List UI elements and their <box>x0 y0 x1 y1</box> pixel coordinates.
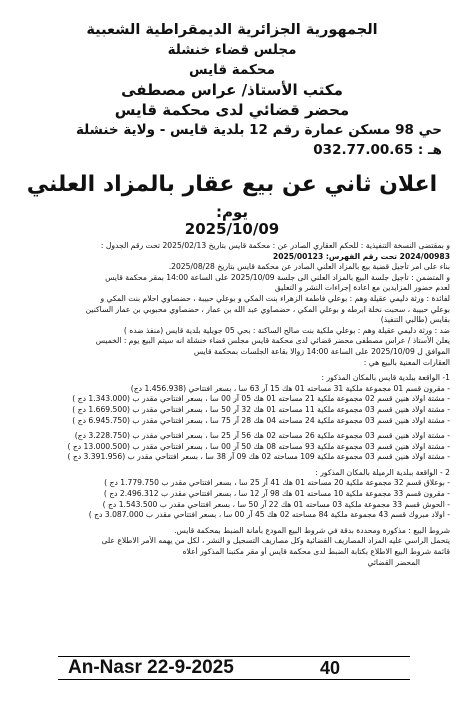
date-value: 2025/10/09 <box>184 220 280 238</box>
body-line: بناء على امر تأجيل قضية بيع بالمزاد العلني الصادر عن محكمة قايس بتاريخ 2025/08/28. <box>168 262 450 272</box>
body-line: الموافق ل 2025/10/09 على الساعة 14:00 زوالا بقاعة الجلسات بمحكمة قايس <box>193 346 450 356</box>
body-line: - مشتة اولاد هنين قسم 03 مجموعة ملكية 24 مساحته 04 هك 28 آر 75 سا ، بسعر افتتاحي مقدر ب (6.945.750 دج ) <box>72 415 450 425</box>
body-line: قائمة شروط البيع الاطلاع بكتابة الضبط لدى محكمة قايس أو مقر مكتبنا المذكور أعلاه <box>182 547 450 557</box>
body-line: 1- الواقعة ببلدية قايس بالمكان المذكور : <box>321 373 450 383</box>
notice-body <box>14 241 450 568</box>
body-line: - مشتة اولاد هنين قسم 03 مجموعة ملكية 11 مساحته 01 هك 32 آر 50 سا ، بسعر افتتاحي مقدر ب (1.669.500 دج ) <box>72 404 450 414</box>
office-address: حي 98 مسكن عمارة رقم 12 بلدية قايس - ولاية خنشلة <box>75 122 442 138</box>
body-line: - بوعلاق قسم 32 مجموعة ملكية 20 مساحته 01 هك 41 آر 25 سا ، بسعر افتتاحي مقدر ب 1.779.750 دج ) <box>104 478 450 488</box>
office-phone: هـ : 032.77.00.65 <box>313 142 442 158</box>
bailiff-title: محضر قضائي لدى محكمة قايس <box>114 101 350 119</box>
body-line: - مقرون قسم 01 مجموعة ملكية 31 مساحته 01 هك 15 آر 63 سا ، بسعر افتتاحي (1.456.938 دج) <box>130 383 450 393</box>
body-line: - مقرون قسم 33 مجموعة ملكية 10 مساحته 01 هك 98 آر 12 سا ، بسعر افتتاحي مقدر ب 2.496.312 دج ) <box>103 489 450 499</box>
body-line: و بمقتضى النسخة التنفيذية : للحكم العقاري الصادر عن : محكمة قايس بتاريخ 2025/02/13 تحت رقم الجدول : <box>100 241 450 250</box>
body-line: - مشتة اولاد هنين قسم 02 مجموعة ملكية 21 مساحته 01 هك 05 آر 00 سا ، بسعر افتتاحي مقدر ب (1.343.000 دج ) <box>72 394 450 404</box>
page-number: 40 <box>319 657 340 678</box>
notice-header <box>0 20 464 160</box>
court-name: محكمة قايس <box>189 62 275 78</box>
body-line: 2 - الواقعة ببلدية الرميلة بالمكان المذكور : <box>315 467 450 477</box>
body-line: بقايس (طالبي التنفيذ) <box>380 315 450 325</box>
court-council: مجلس قضاء خنشلة <box>167 42 297 58</box>
body-line: - مشتة اولاد هنين قسم 03 مجموعة ملكية 93 مساحته 08 هك 50 آر 00 سا ، بسعر افتتاحي مقدر ب (13.000.500 دج ) <box>67 441 450 451</box>
body-line: - اولاد مبروك قسم 43 مجموعة ملكية 84 مساحته 02 هك 45 آر 00 سا ، بسعر افتتاحي مقدر ب 3.087.000 دج ) <box>88 510 450 520</box>
notice-title: اعلان ثاني عن بيع عقار بالمزاد العلني <box>26 172 438 197</box>
office-name: مكتب الأستاذ/ عراس مصطفى <box>121 81 343 99</box>
body-line: لفائدة : ورثة دليمي عقيلة وهم : بوعلي فاطمة الزهراء بنت المكي و بوعلي حبيبة ، حضصاوي احلام بنت المكي و <box>100 293 450 303</box>
bailiff-signature: المحضر القضائي <box>367 557 420 567</box>
body-line: - الحوش قسم 33 مجموعة ملكية 03 مساحته 01 هك 22 آر 50 سا ، بسعر افتتاحي مقدر ب 1.543.500 دج ) <box>102 499 450 509</box>
newspaper-name: An-Nasr 22-9-2025 <box>68 657 234 678</box>
body-line: يعلن الأستاذ / عراس مصطفى محضر قضائي لدى محكمة قايس مجلس قضاء خنشلة انه سيتم البيع يوم : الخميس <box>95 336 450 346</box>
body-line: بوعلي حبيبة ، سحبت نخلة ابرطه و بوعلي المكي ، حضصاوي عبد الله بن عمار ، حضصاوي محبوبي بن عمار الساكنين <box>85 304 450 314</box>
body-line: العقارات المعنية بالبيع هي : <box>363 357 450 367</box>
republic-name: الجمهورية الجزائرية الديمقراطية الشعبية <box>86 22 378 38</box>
body-line: - مشتة اولاد هنين قسم 03 مجموعة ملكية 109 مساحته 02 هك 09 آر 38 سا ، بسعر افتتاحي مقدر ب (3.391.956 دج ) <box>67 452 450 462</box>
body-line: لعدم حضور المزايدين مع اعادة إجراءات النشر و التعليق <box>274 283 450 293</box>
body-line: و المتضمن : تأجيل جلسة البيع بالمزاد العلني الى جلسة 2025/10/09 على الساعة 14:00 بمقر محكمة قايس <box>105 272 450 282</box>
body-line: 2024/00983 تحت رقم الفهرس: 2025/00123 <box>272 251 450 261</box>
auction-date <box>0 204 464 238</box>
body-line: يتحمل الراسي عليه المزاد المصاريف القضائية وكل مصاريف التسجيل و النشر ، لكل من يهمه الأمر الاطلاع على <box>101 536 450 546</box>
page-footer <box>58 656 410 680</box>
body-line: ضد : ورثة دليمي عقيلة وهم : بوعلي ملكية بنت صالح الساكنة : بحي 05 جويلية بلدية قايس (منفذ ضده ) <box>123 325 450 335</box>
day-label: يوم: <box>215 203 249 221</box>
body-line: شروط البيع : مذكورة ومحددة بدقة في شروط البيع المودع بأمانة الضبط بمحكمة قايس. <box>174 525 450 535</box>
body-line: - مشتة اولاد هنين قسم 03 مجموعة ملكية 26 مساحته 02 هك 56 آر 25 سا ، بسعر افتتاحي مقدر ب (3.228.750 دج) <box>74 431 450 441</box>
